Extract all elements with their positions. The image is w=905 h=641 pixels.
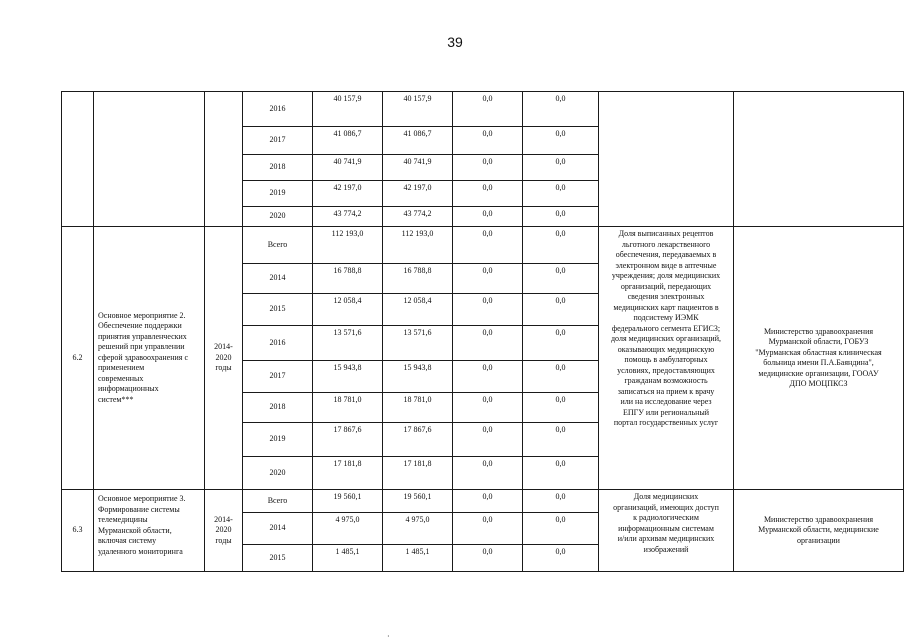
item-number: 6.2: [62, 227, 94, 490]
value-cell: 17 181,8: [383, 457, 453, 490]
value-cell: 43 774,2: [383, 207, 453, 227]
value-cell: 0,0: [523, 361, 599, 393]
value-cell: 13 571,6: [313, 326, 383, 361]
value-cell: 0,0: [453, 393, 523, 423]
value-cell: 16 788,8: [313, 264, 383, 294]
year-cell: 2019: [243, 181, 313, 207]
value-cell: 0,0: [523, 423, 599, 457]
value-cell: 0,0: [523, 92, 599, 127]
value-cell: 0,0: [453, 423, 523, 457]
measure-name: [94, 92, 205, 227]
value-cell: 0,0: [453, 181, 523, 207]
value-cell: 43 774,2: [313, 207, 383, 227]
target-indicator: [599, 92, 734, 227]
year-cell: Всего: [243, 490, 313, 513]
year-cell: 2018: [243, 155, 313, 181]
value-cell: 4 975,0: [313, 513, 383, 545]
executor: [734, 92, 904, 227]
value-cell: 0,0: [523, 294, 599, 326]
value-cell: 0,0: [523, 513, 599, 545]
value-cell: 17 867,6: [313, 423, 383, 457]
value-cell: 0,0: [523, 490, 599, 513]
value-cell: 0,0: [453, 361, 523, 393]
year-cell: 2019: [243, 423, 313, 457]
value-cell: 41 086,7: [383, 127, 453, 155]
value-cell: 0,0: [453, 457, 523, 490]
page-number: 39: [447, 34, 463, 50]
year-cell: 2020: [243, 457, 313, 490]
value-cell: 40 157,9: [383, 92, 453, 127]
value-cell: 0,0: [453, 490, 523, 513]
value-cell: 4 975,0: [383, 513, 453, 545]
year-cell: 2018: [243, 393, 313, 423]
target-indicator: Доля медицинских организаций, имеющих доступ к радиологическим информационным системам и/или архивам медицинских изображений: [599, 490, 734, 572]
value-cell: 15 943,8: [313, 361, 383, 393]
value-cell: 112 193,0: [313, 227, 383, 264]
value-cell: 0,0: [523, 393, 599, 423]
executor: Министерство здравоохранения Мурманской области, медицинские организации: [734, 490, 904, 572]
value-cell: 0,0: [453, 127, 523, 155]
value-cell: 19 560,1: [383, 490, 453, 513]
value-cell: 0,0: [523, 155, 599, 181]
year-cell: 2015: [243, 294, 313, 326]
year-cell: 2016: [243, 92, 313, 127]
value-cell: 17 867,6: [383, 423, 453, 457]
measure-name: Основное мероприятие 2. Обеспечение поддержки принятия управленческих решений при управлении сферой здравоохранения с применением современных информационных систем***: [94, 227, 205, 490]
executor: Министерство здравоохранения Мурманской области, ГОБУЗ "Мурманская областная клиническая больница имени П.А.Баяндина", медицинские организации, ГООАУ ДПО МОЦПКСЗ: [734, 227, 904, 490]
value-cell: 16 788,8: [383, 264, 453, 294]
value-cell: 0,0: [453, 545, 523, 572]
value-cell: 42 197,0: [313, 181, 383, 207]
implementation-period: 2014- 2020 годы: [205, 227, 243, 490]
value-cell: 0,0: [453, 264, 523, 294]
value-cell: 0,0: [523, 181, 599, 207]
value-cell: 41 086,7: [313, 127, 383, 155]
implementation-period: 2014- 2020 годы: [205, 490, 243, 572]
value-cell: 112 193,0: [383, 227, 453, 264]
value-cell: 0,0: [453, 155, 523, 181]
value-cell: 17 181,8: [313, 457, 383, 490]
year-cell: 2016: [243, 326, 313, 361]
year-cell: 2014: [243, 513, 313, 545]
value-cell: 0,0: [453, 513, 523, 545]
year-cell: 2017: [243, 361, 313, 393]
item-number: 6.3: [62, 490, 94, 572]
value-cell: 0,0: [453, 294, 523, 326]
value-cell: 0,0: [453, 207, 523, 227]
value-cell: 18 781,0: [383, 393, 453, 423]
value-cell: 0,0: [523, 207, 599, 227]
value-cell: 15 943,8: [383, 361, 453, 393]
value-cell: 13 571,6: [383, 326, 453, 361]
table-row: [62, 490, 904, 513]
year-cell: 2014: [243, 264, 313, 294]
value-cell: 0,0: [453, 227, 523, 264]
value-cell: 0,0: [523, 127, 599, 155]
year-cell: 2015: [243, 545, 313, 572]
value-cell: 0,0: [523, 326, 599, 361]
program-table: [61, 91, 904, 572]
value-cell: 0,0: [523, 264, 599, 294]
item-number: [62, 92, 94, 227]
scan-artifact: ·: [387, 632, 390, 641]
measure-name: Основное мероприятие 3. Формирование системы телемедицины Мурманской области, включая систему удаленного мониторинга: [94, 490, 205, 572]
year-cell: Всего: [243, 227, 313, 264]
value-cell: 0,0: [523, 545, 599, 572]
value-cell: 0,0: [453, 326, 523, 361]
value-cell: 19 560,1: [313, 490, 383, 513]
value-cell: 18 781,0: [313, 393, 383, 423]
value-cell: 12 058,4: [383, 294, 453, 326]
value-cell: 1 485,1: [313, 545, 383, 572]
table-row: [62, 227, 904, 264]
table-row: [62, 92, 904, 127]
implementation-period: [205, 92, 243, 227]
value-cell: 40 741,9: [383, 155, 453, 181]
value-cell: 0,0: [523, 227, 599, 264]
target-indicator: Доля выписанных рецептов льготного лекарственного обеспечения, передаваемых в электронном виде в аптечные учреждения; доля медицинских организаций, передающих сведения электронных медицинских карт пациентов в подсистему ИЭМК федерального сегмента ЕГИСЗ; доля медицинских организаций, оказывающих медицинскую помощь в амбулаторных условиях, предоставляющих гражданам возможность записаться на прием к врачу или на исследование через ЕПГУ или региональный портал государственных услуг: [599, 227, 734, 490]
value-cell: 0,0: [523, 457, 599, 490]
value-cell: 40 741,9: [313, 155, 383, 181]
value-cell: 0,0: [453, 92, 523, 127]
value-cell: 1 485,1: [383, 545, 453, 572]
year-cell: 2017: [243, 127, 313, 155]
value-cell: 40 157,9: [313, 92, 383, 127]
year-cell: 2020: [243, 207, 313, 227]
value-cell: 12 058,4: [313, 294, 383, 326]
value-cell: 42 197,0: [383, 181, 453, 207]
